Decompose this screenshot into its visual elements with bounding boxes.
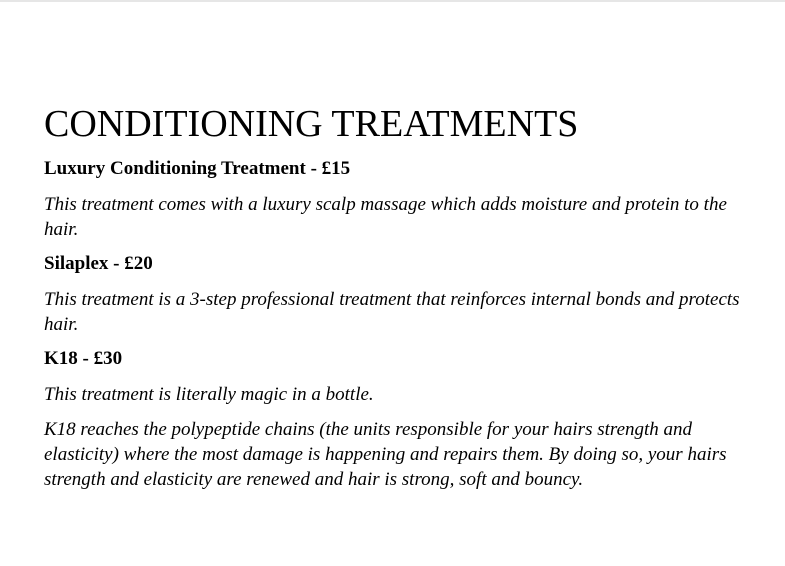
treatment-description: This treatment is literally magic in a bottle. — [44, 384, 374, 405]
treatment-name: Silaplex - £20 — [44, 253, 153, 274]
treatment-description: This treatment comes with a luxury scalp massage which adds moisture and protein to the hair. — [44, 194, 727, 240]
treatment-description: This treatment is a 3-step professional treatment that reinforces internal bonds and protects hair. — [44, 289, 740, 335]
treatment-name: Luxury Conditioning Treatment - £15 — [44, 158, 351, 179]
page-title: CONDITIONING TREATMENTS — [44, 103, 579, 145]
treatments-section — [44, 101, 744, 502]
treatment-k18 — [44, 347, 744, 492]
treatment-description: K18 reaches the polypeptide chains (the units responsible for your hairs strength and elasticity) where the most damage is happening and repairs them. By doing so, your hairs strength and elasticity are renewed and hair is strong, soft and bouncy. — [44, 419, 727, 490]
treatment-luxury-conditioning — [44, 157, 744, 242]
top-divider — [0, 0, 785, 2]
treatment-name: K18 - £30 — [44, 348, 123, 369]
treatment-silaplex — [44, 252, 744, 337]
